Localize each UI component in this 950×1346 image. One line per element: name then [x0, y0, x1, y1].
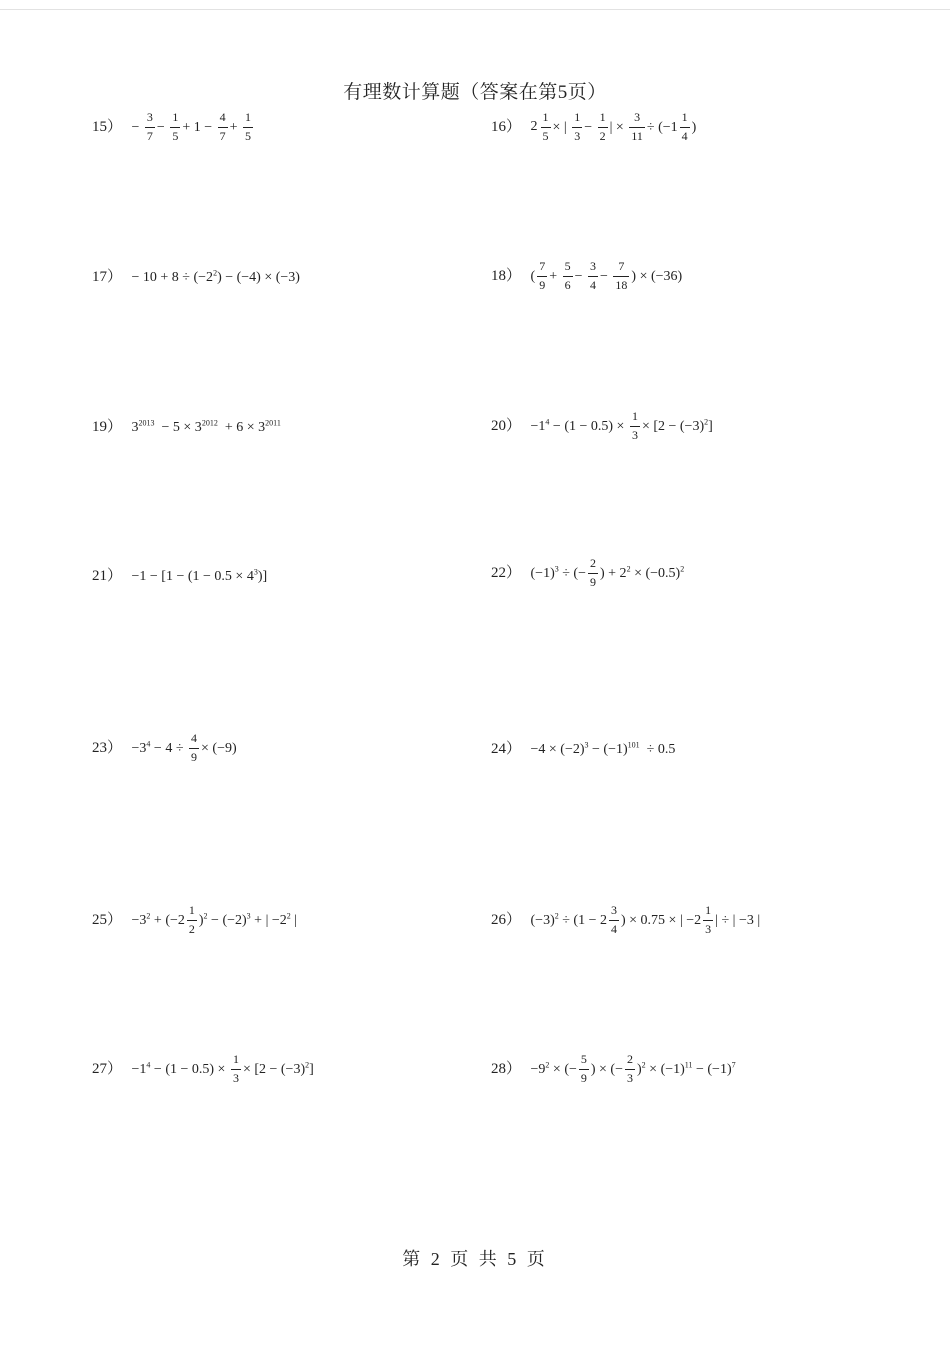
problem-expression: − $10 + 8 \div (-2^2) - (-4) \times (-3)$ — [131, 267, 300, 285]
problem-number: 22） — [491, 564, 522, 581]
problem-number: 19） — [92, 419, 123, 435]
problem-expression: 2 $\frac{1}{5}$ × | $\frac{1}{3}$ − $\frac{1}{2}$ | × $\frac{3}{11}$ ÷ (−1 $\frac{1}{4}$ ) — [530, 110, 697, 143]
problem-25 — [92, 904, 297, 937]
problem-number: 27） — [92, 1060, 123, 1077]
problem-number: 17） — [92, 269, 123, 285]
problem-expression: $3^{2013} - 5 \times 3^{2012} + 6 \times 3^{2011}$ — [131, 417, 281, 435]
problem-expression: $(-1)^3$ ÷ (− $\frac{2}{9}$ ) + $2^2 \times (-0.5)^2$ — [530, 556, 685, 589]
problem-number: 26） — [491, 911, 522, 928]
problem-22 — [491, 557, 684, 590]
problem-18 — [491, 260, 682, 293]
problem-expression: $-1 - [1 - (1 - 0.5 \times 4^3)]$ — [131, 566, 268, 584]
problem-number: 24） — [491, 741, 522, 757]
problem-number: 20） — [491, 417, 522, 434]
problem-expression: − $\frac{3}{7}$ − $\frac{1}{5}$ + 1 − $\frac{4}{7}$ + $\frac{1}{5}$ — [131, 110, 252, 143]
problem-27 — [92, 1053, 314, 1086]
problem-number: 25） — [92, 911, 123, 928]
problem-26 — [491, 904, 760, 937]
problem-24 — [491, 739, 676, 757]
problem-expression: $-9^2$ × (− $\frac{5}{9}$ ) × (− $\frac{2}{3}$ )$^2 \times (-1)^{11} - (-1)^7$ — [530, 1052, 736, 1085]
problem-expression: $-1^4 - (1 - 0.5)$ × $\frac{1}{3}$ × $[2 - (-3)^2]$ — [530, 409, 713, 442]
problem-number: 18） — [491, 267, 522, 284]
problem-expression: $(-3)^2 \div (1 - 2$ $\frac{3}{4}$ ) × 0.75 × | −2 $\frac{1}{3}$ | ÷ | −3 | — [530, 903, 761, 936]
problem-21 — [92, 566, 268, 584]
problem-28 — [491, 1053, 736, 1086]
page-title: 有理数计算题（答案在第5页） — [343, 82, 607, 103]
problem-expression: $-3^4 - 4$ ÷ $\frac{4}{9}$ × (−9) — [131, 731, 237, 764]
problem-expression: $-1^4 - (1 - 0.5)$ × $\frac{1}{3}$ × $[2 - (-3)^2]$ — [131, 1052, 314, 1085]
problem-number: 28） — [491, 1060, 522, 1077]
problem-expression: ( $\frac{7}{9}$ + $\frac{5}{6}$ − $\frac{3}{4}$ − $\frac{7}{18}$ ) × (−36) — [530, 259, 683, 292]
problem-number: 23） — [92, 739, 123, 756]
problem-expression: $-4 \times (-2)^3 - (-1)^{101} \div 0.5$ — [530, 739, 676, 757]
top-divider — [0, 9, 950, 10]
problem-number: 21） — [92, 568, 123, 584]
problem-15 — [92, 111, 255, 144]
problem-17 — [92, 267, 300, 285]
problem-number: 15） — [92, 118, 123, 135]
page-footer: 第 2 页 共 5 页 — [402, 1249, 548, 1269]
problem-16 — [491, 111, 696, 144]
problem-23 — [92, 732, 237, 765]
problem-19 — [92, 417, 281, 435]
problem-20 — [491, 410, 713, 443]
problem-number: 16） — [491, 118, 522, 135]
problem-expression: $-3^2 + (-2$ $\frac{1}{2}$ )$^2 - (-2)^3$ + | $-2^2$ | — [131, 903, 298, 936]
